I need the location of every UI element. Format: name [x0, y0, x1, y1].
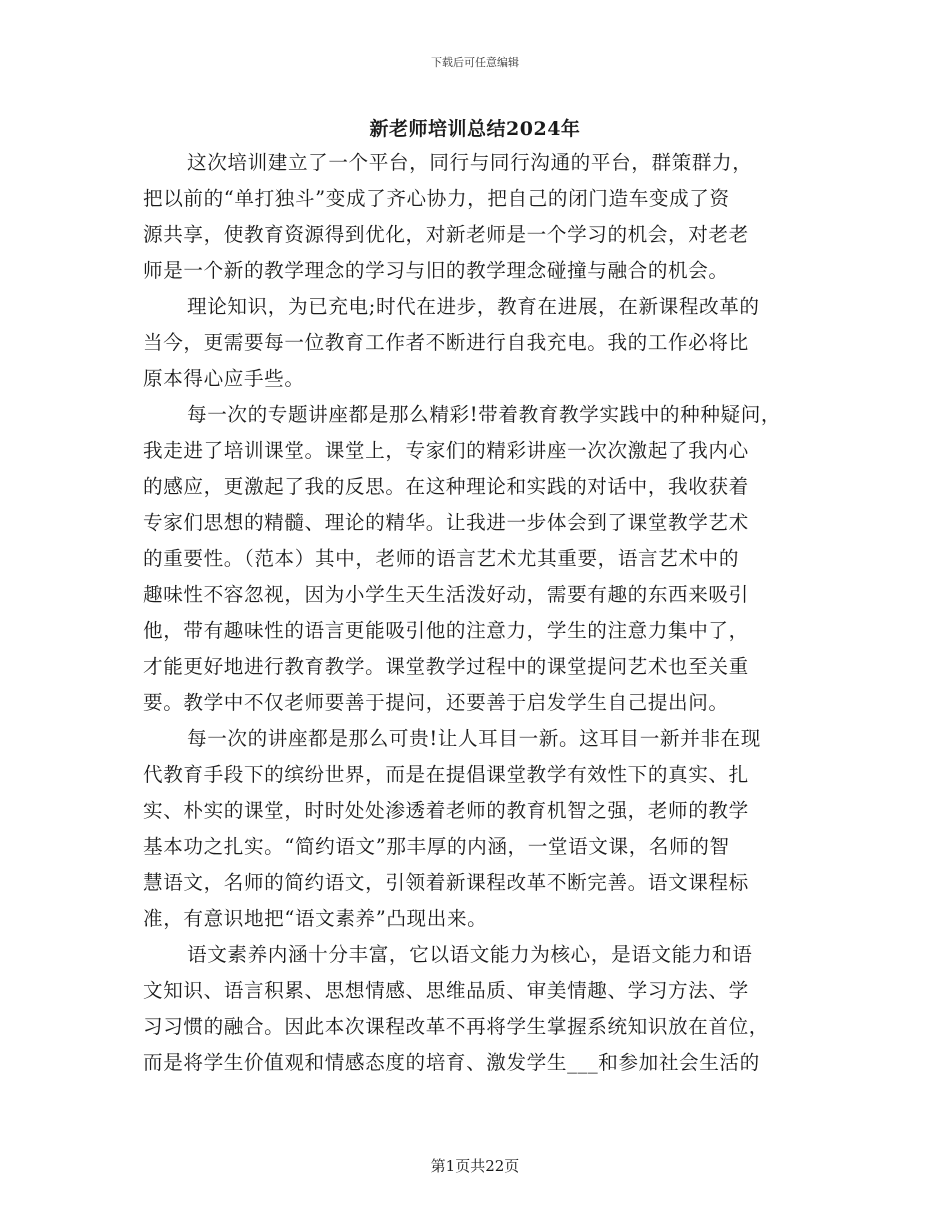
paragraph-line: 要。教学中不仅老师要善于提问，还要善于启发学生自己提出问。 [143, 691, 729, 714]
paragraph-line: 代教育手段下的缤纷世界，而是在提倡课堂教学有效性下的真实、扎 [143, 763, 749, 786]
paragraph-line: 习习惯的融合。因此本次课程改革不再将学生掌握系统知识放在首位， [143, 1015, 770, 1038]
paragraph-line: 才能更好地进行教育教学。课堂教学过程中的课堂提问艺术也至关重 [143, 655, 749, 678]
paragraph-line: 的感应，更激起了我的反思。在这种理论和实践的对话中，我收获着 [143, 475, 749, 498]
paragraph-line: 基本功之扎实。“简约语文”那丰厚的内涵，一堂语文课，名师的智 [143, 835, 730, 858]
paragraph-line: 每一次的专题讲座都是那么精彩!带着教育教学实践中的种种疑问， [187, 403, 782, 426]
paragraph-line: 师是一个新的教学理念的学习与旧的教学理念碰撞与融合的机会。 [143, 259, 729, 282]
paragraph-line: 每一次的讲座都是那么可贵!让人耳目一新。这耳目一新并非在现 [187, 727, 761, 750]
paragraph-line: 语文素养内涵十分丰富，它以语文能力为核心，是语文能力和语 [187, 943, 753, 966]
paragraph-line: 当今，更需要每一位教育工作者不断进行自我充电。我的工作必将比 [143, 331, 749, 354]
paragraph-line: 而是将学生价值观和情感态度的培育、激发学生___和参加社会生活的 [143, 1051, 760, 1074]
paragraph-line: 慧语文，名师的简约语文，引领着新课程改革不断完善。语文课程标 [143, 871, 749, 894]
paragraph-line: 的重要性。（范本）其中，老师的语言艺术尤其重要，语言艺术中的 [143, 547, 740, 570]
document-body [143, 145, 823, 1081]
paragraph-line: 准，有意识地把“语文素养”凸现出来。 [143, 907, 488, 930]
paragraph-line: 理论知识，为已充电;时代在进步，教育在进展，在新课程改革的 [187, 295, 760, 318]
header-note: 下载后可任意编辑 [431, 56, 519, 69]
paragraph-line: 专家们思想的精髓、理论的精华。让我进一步体会到了课堂教学艺术 [143, 511, 749, 534]
paragraph-line: 源共享，使教育资源得到优化，对新老师是一个学习的机会，对老老 [143, 223, 749, 246]
paragraph-line: 文知识、语言积累、思想情感、思维品质、审美情趣、学习方法、学 [143, 979, 749, 1002]
paragraph-line: 原本得心应手些。 [143, 367, 305, 390]
document-title: 新老师培训总结2024年 [369, 118, 581, 140]
paragraph-line: 把以前的“单打独斗”变成了齐心协力，把自己的闭门造车变成了资 [143, 187, 730, 210]
paragraph-line: 我走进了培训课堂。课堂上，专家们的精彩讲座一次次激起了我内心 [143, 439, 749, 462]
paragraph-line: 这次培训建立了一个平台，同行与同行沟通的平台，群策群力， [187, 151, 753, 174]
page-footer: 第1页共22页 [430, 1157, 520, 1175]
paragraph-line: 实、朴实的课堂，时时处处渗透着老师的教育机智之强，老师的教学 [143, 799, 749, 822]
paragraph-line: 趣味性不容忽视，因为小学生天生活泼好动，需要有趣的东西来吸引 [143, 583, 749, 606]
paragraph-line: 他，带有趣味性的语言更能吸引他的注意力，学生的注意力集中了， [143, 619, 749, 642]
